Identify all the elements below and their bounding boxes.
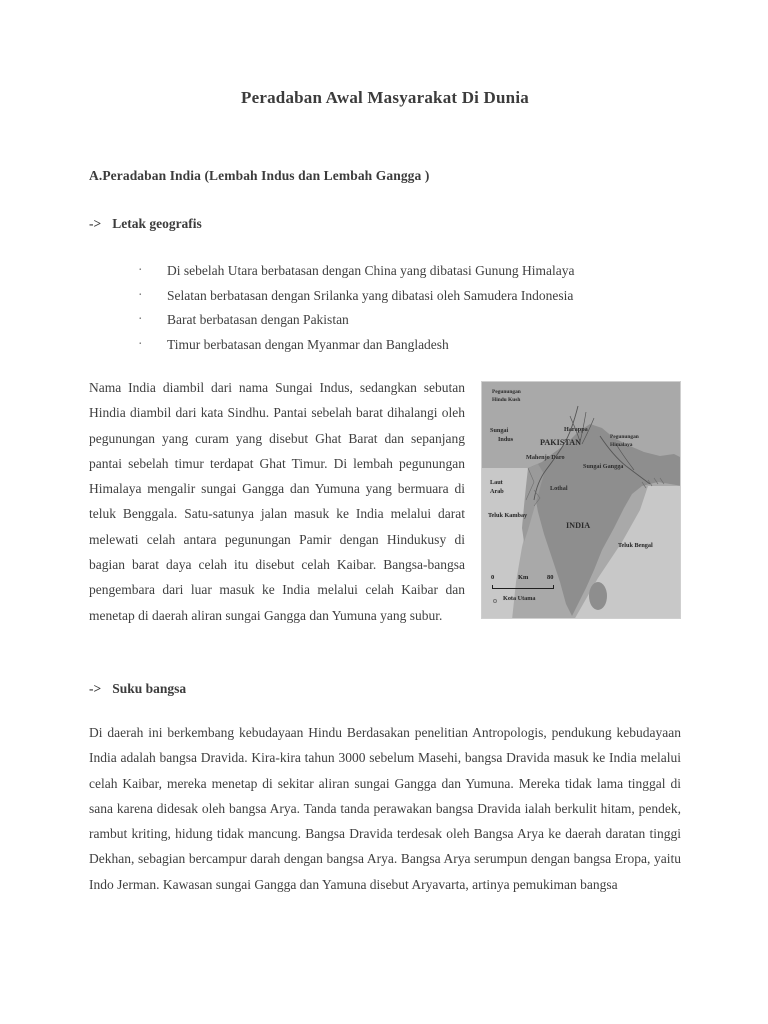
arrow-marker-icon: -> — [89, 681, 102, 696]
map-label-mahenjo-daro: Mahenjo Daro — [526, 454, 565, 461]
list-item — [137, 308, 677, 333]
bullet-dot-icon: · — [138, 335, 143, 351]
map-graphic — [482, 382, 681, 619]
map-label-sungai-indus-line1: Sungai — [490, 427, 509, 434]
map-figure-indus-ganges — [481, 381, 681, 619]
bullet-dot-icon: · — [138, 286, 143, 302]
subheading-suku-bangsa-label: Suku bangsa — [112, 681, 187, 696]
list-item — [137, 259, 677, 284]
arrow-marker-icon: -> — [89, 216, 102, 231]
list-item — [137, 333, 677, 358]
geography-bullet-list — [137, 259, 677, 357]
page-title: Peradaban Awal Masyarakat Di Dunia — [241, 88, 529, 107]
paragraph-with-map-block — [89, 375, 681, 628]
map-label-pakistan: PAKISTAN — [540, 438, 582, 447]
subheading-suku-bangsa — [89, 681, 186, 697]
list-item-label: Selatan berbatasan dengan Srilanka yang dibatasi oleh Samudera Indonesia — [167, 287, 574, 303]
map-label-laut-arab-line2: Arab — [490, 488, 504, 495]
map-canvas — [482, 382, 680, 618]
list-item-label: Timur berbatasan dengan Myanmar dan Bangladesh — [167, 336, 449, 352]
map-label-sungai-gangga: Sungai Gangga — [583, 463, 624, 470]
map-scale-end: 80 — [547, 574, 554, 581]
map-legend-kota-utama-label: Kota Utama — [503, 595, 536, 602]
map-label-pegunungan-hindukush-line1: Pegunungan — [492, 389, 521, 395]
paragraph-geography: Nama India diambil dari nama Sungai Indus, sedangkan sebutan Hindia diambil dari kata Sindhu. Pantai sebelah barat dihalangi oleh pegunungan yang curam yang disebut Ghat Barat dan sepanjang pantai sebelah timur terdapat Ghat Timur. Di lembah pegunungan Himalaya mengalir sungai Gangga dan Yumuna yang bermuara di teluk Benggala. Satu-satunya jalan masuk ke India melalui darat melewati celah antara pegunungan Pamir dengan Hindukusy di bagian barat daya celah itu disebut celah Kaibar. Bangsa-bangsa pengembara dari luar masuk ke India melalui celah Kaibar dan menetap di daerah aliran sungai Gangga dan Yumuna yang subur. — [89, 380, 465, 623]
section-heading-a: A.Peradaban India (Lembah Indus dan Lembah Gangga ) — [89, 168, 430, 183]
bullet-dot-icon: · — [138, 311, 143, 326]
map-label-india: INDIA — [566, 521, 591, 530]
map-label-sungai-indus-line2: Indus — [498, 436, 514, 443]
bullet-dot-icon: · — [138, 262, 143, 277]
map-label-lothal: Lothal — [550, 485, 568, 492]
list-item-label: Di sebelah Utara berbatasan dengan China yang dibatasi Gunung Himalaya — [167, 263, 575, 278]
subheading-letak-geografis — [89, 216, 202, 232]
map-label-laut-arab-line1: Laut — [490, 479, 503, 486]
map-scale-start: 0 — [491, 574, 495, 581]
map-label-pegunungan-hindukush-line2: Hindu Kush — [492, 397, 521, 403]
map-label-pegunungan-himalaya-line1: Pegunungan — [610, 434, 639, 440]
list-item — [137, 284, 677, 309]
map-label-teluk-bengal: Teluk Bengal — [618, 542, 653, 549]
map-scale-unit: Km — [518, 574, 529, 581]
map-legend-city-icon — [493, 599, 497, 603]
map-label-harappa: Harappa — [564, 426, 588, 433]
list-item-label: Barat berbatasan dengan Pakistan — [167, 312, 349, 327]
map-label-teluk-kambay: Teluk Kambay — [488, 512, 528, 519]
paragraph-suku-bangsa: Di daerah ini berkembang kebudayaan Hindu Berdasakan penelitian Antropologis, pendukung kebudayaan India adalah bangsa Dravida. Kira-kira tahun 3000 sebelum Masehi, bangsa Dravida masuk ke India melalui celah Kaibar, mereka menetap di sekitar aliran sungai Gangga dan Yumuna. Mereka tidak lama tinggal di sana karena didesak oleh bangsa Arya. Tanda tanda perawakan bangsa Dravida ialah berkulit hitam, pendek, rambut kriting, hidung tidak mancung. Bangsa Dravida terdesak oleh Bangsa Arya ke daerah daratan tinggi Dekhan, sebagian bercampur darah dengan bangsa Arya. Bangsa Arya serumpun dengan bangsa Eropa, yaitu Indo Jerman. Kawasan sungai Gangga dan Yamuna disebut Aryavarta, artinya pemukiman bangsa — [89, 725, 681, 892]
subheading-letak-geografis-label: Letak geografis — [112, 216, 202, 231]
map-scale-bar — [492, 585, 554, 589]
map-label-pegunungan-himalaya-line2: Himalaya — [610, 442, 633, 448]
